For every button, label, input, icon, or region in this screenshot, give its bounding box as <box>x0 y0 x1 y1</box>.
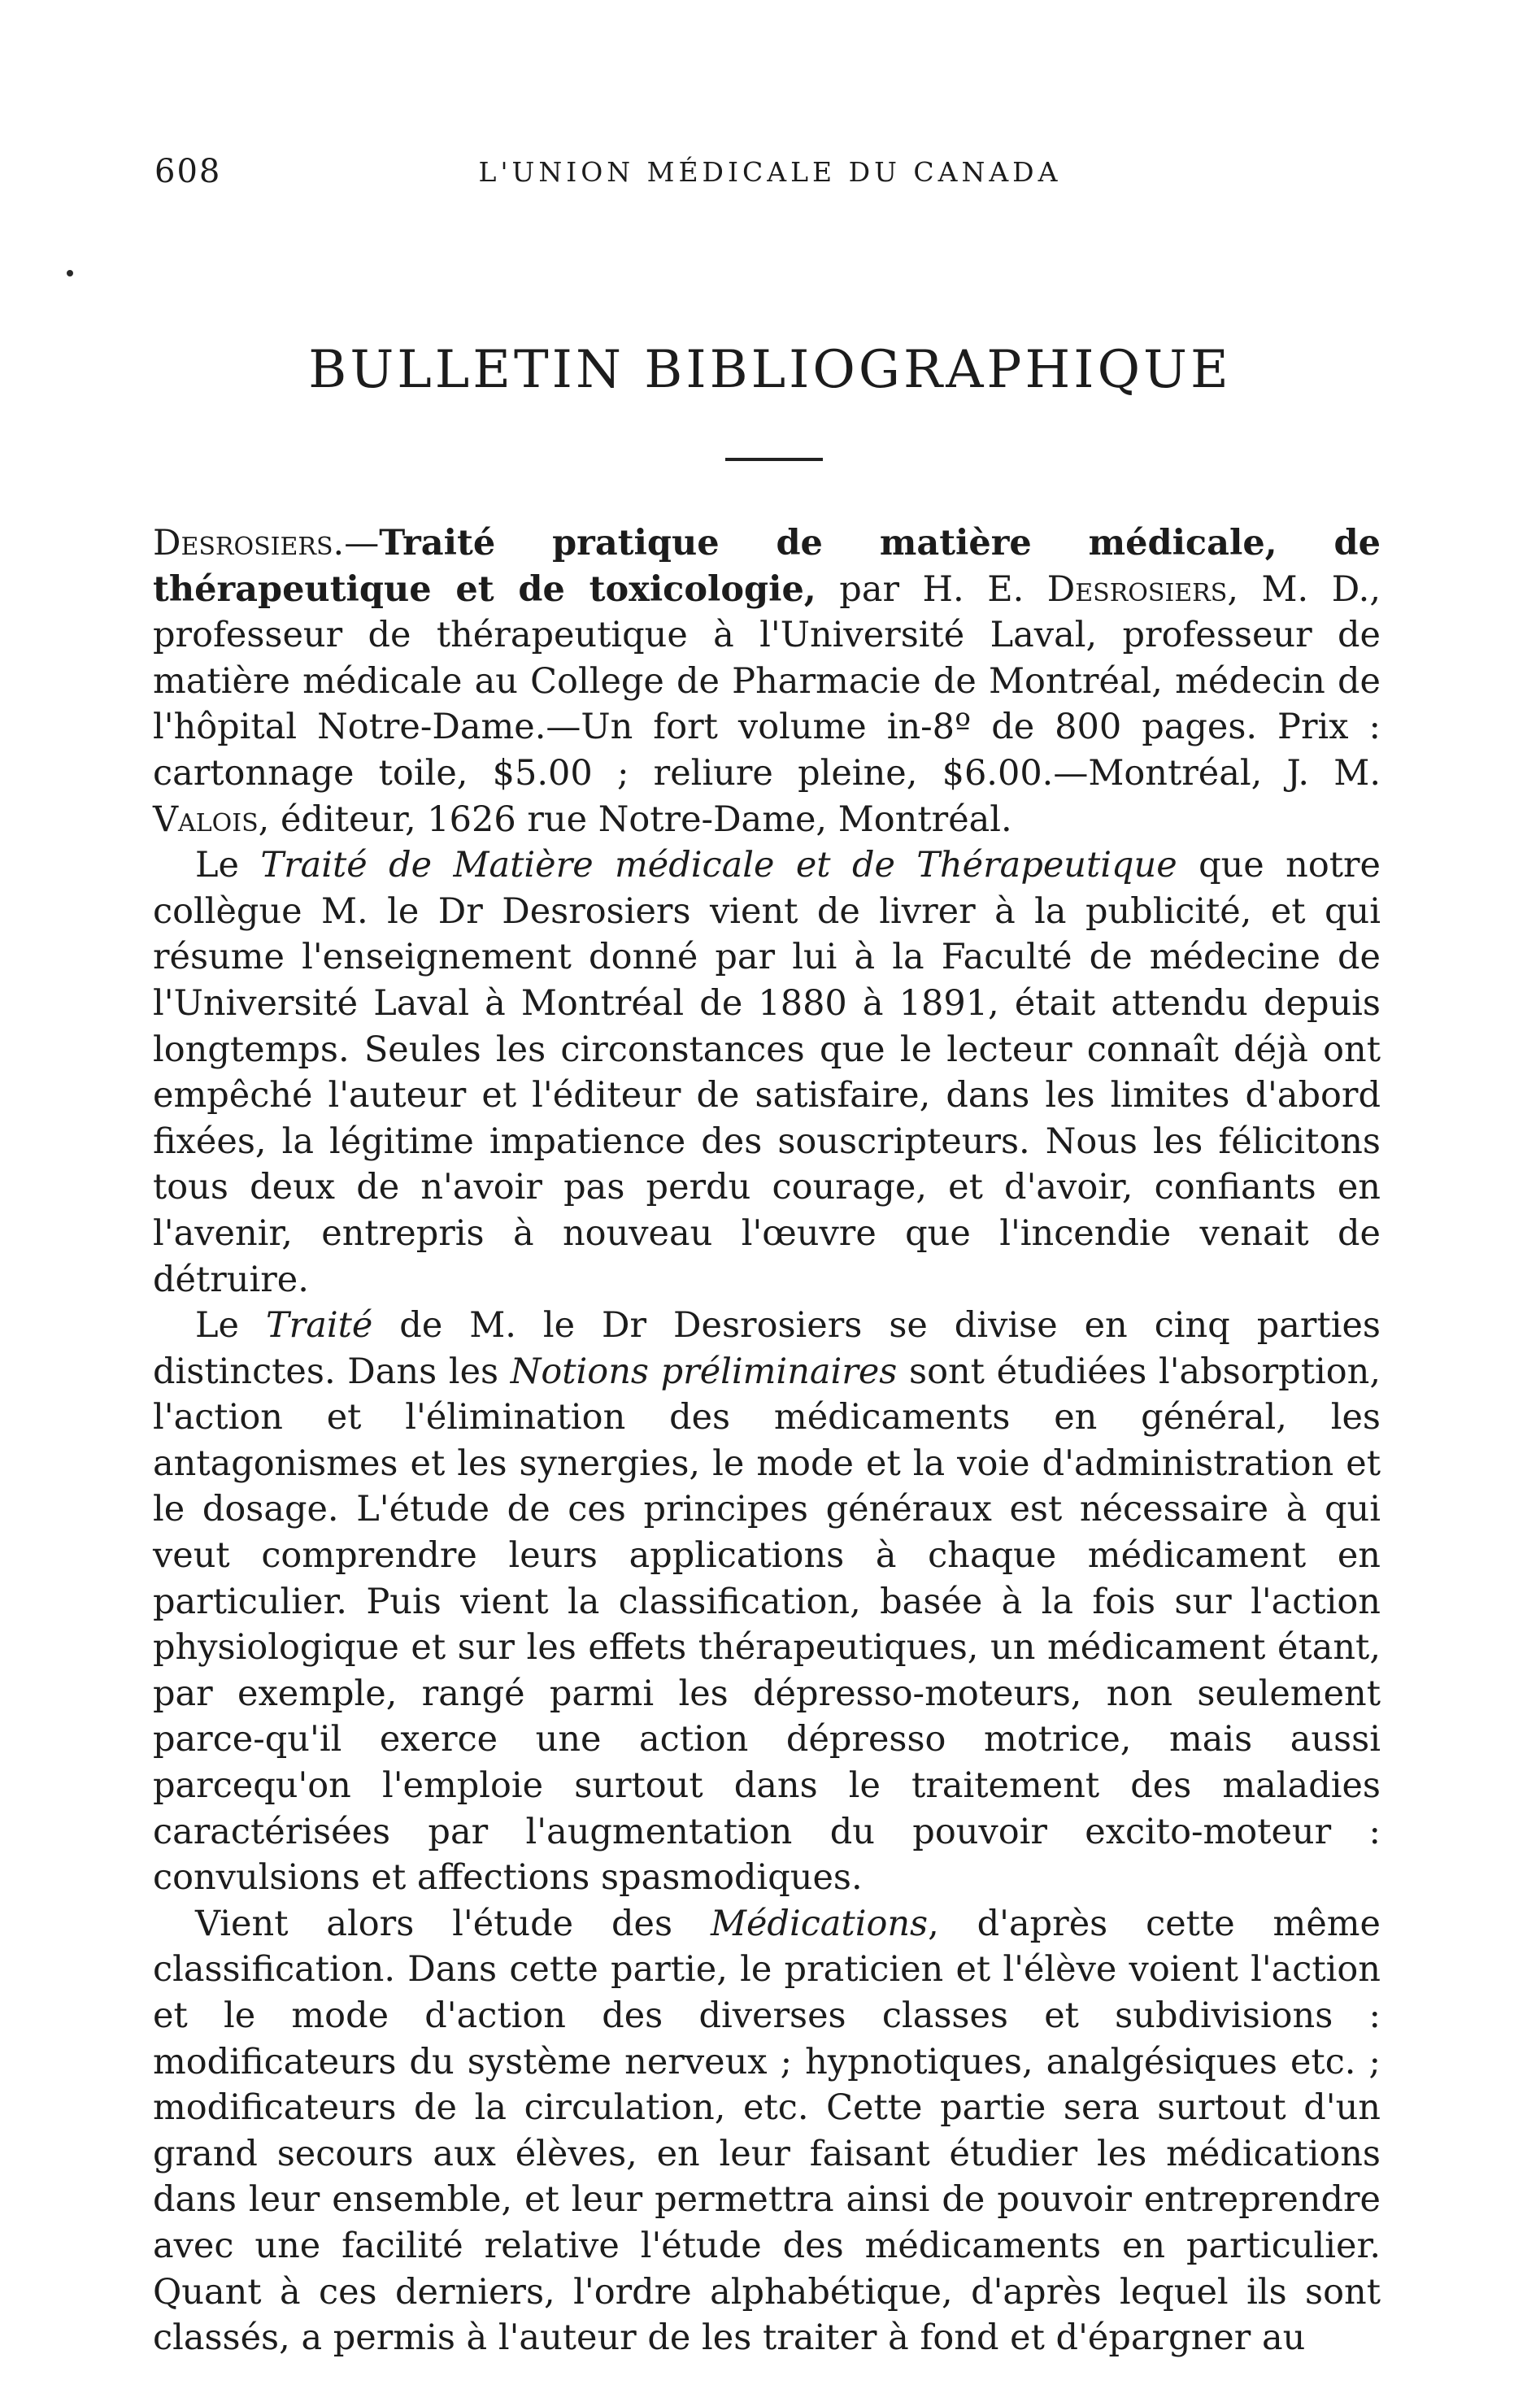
print-speck <box>67 270 73 276</box>
italic-medications: Médications <box>710 1903 929 1944</box>
paragraph-text: que notre collègue M. le Dr Desrosiers vient de livrer à la publicité, et qui résume l'enseignement donné par lui à la Faculté de médecine de l'Université Laval à Montréal de 1880 à 1891, était attendu depuis longtemps. Seules les circonstances que le lecteur connaît déjà ont empêché l'auteur et l'éditeur de satisfaire, dans les limites d'abord fixées, la légitime impatience des souscripteurs. Nous les félicitons tous deux de n'avoir pas perdu courage, et d'avoir, confiants en l'avenir, entrepris à nouveau l'œuvre que l'incendie venait de détruire. <box>153 845 1381 1300</box>
paragraph-medications <box>153 1901 1381 2361</box>
title-divider <box>725 458 823 461</box>
italic-notions: Notions préliminaires <box>510 1351 898 1392</box>
journal-title: L'UNION MÉDICALE DU CANADA <box>478 156 1062 188</box>
italic-traite: Traité <box>265 1305 373 1347</box>
paragraph-text: Vient alors l'étude des <box>195 1903 711 1944</box>
running-header <box>0 153 1540 198</box>
paragraph-introduction <box>153 842 1381 1303</box>
entry-dash: — <box>344 523 380 564</box>
article-body <box>153 520 1381 2361</box>
paragraph-structure <box>153 1303 1381 1901</box>
italic-book-title: Traité de Matière médicale et de Thérapeutique <box>260 845 1177 886</box>
entry-author-name: Desrosiers <box>1046 568 1228 610</box>
entry-author-lead: Desrosiers. <box>153 523 345 564</box>
publisher-name: Valois <box>153 799 259 840</box>
entry-details: , M. D., professeur de thérapeutique à l'Université Laval, professeur de matière médicale au College de Pharmacie de Montréal, médecin de l'hôpital Notre-Dame.—Un fort volume in-8º de 800 pages. Prix : cartonnage toile, $5.00 ; reliure pleine, $6.00.—Montréal, J. M. <box>153 568 1381 794</box>
entry-by: par H. E. <box>816 568 1047 610</box>
paragraph-text: , d'après cette même classification. Dans cette partie, le praticien et l'élève voient l'action et le mode d'action des diverses classes et subdivisions : modificateurs du système nerveux ; hypnotiques, analgésiques etc. ; modificateurs de la circulation, etc. Cette partie sera surtout d'un grand secours aux élèves, en leur faisant étudier les médications dans leur ensemble, et leur permettra ainsi de pouvoir entreprendre avec une facilité relative l'étude des médicaments en particulier. Quant à ces derniers, l'ordre alphabétique, d'après lequel ils sont classés, a permis à l'auteur de les traiter à fond et d'épargner au <box>153 1903 1381 2359</box>
page-number: 608 <box>154 153 222 190</box>
paragraph-text: sont étudiées l'absorption, l'action et l'élimination des médicaments en général, les antagonismes et les synergies, le mode et la voie d'administration et le dosage. L'étude de ces principes généraux est nécessaire à qui veut comprendre leurs applications à chaque médicament en particulier. Puis vient la classification, basée à la fois sur l'action physiologique et sur les effets thérapeutiques, un médicament étant, par exemple, rangé parmi les dépresso-moteurs, non seulement parce-qu'il exerce une action dépresso motrice, mais aussi parcequ'on l'emploie surtout dans le traitement des maladies caractérisées par l'augmentation du pouvoir excito-moteur : convulsions et affections spasmodiques. <box>153 1351 1381 1899</box>
paragraph-text: de M. le Dr Desrosiers se divise en cinq parties distinctes. Dans les <box>153 1305 1381 1392</box>
paragraph-text: Le <box>195 845 261 886</box>
paragraph-text: Le <box>195 1305 266 1347</box>
bibliographic-entry <box>153 520 1381 842</box>
section-title: BULLETIN BIBLIOGRAPHIQUE <box>308 340 1232 400</box>
book-title: Traité pratique de matière médicale, de thérapeutique et de toxicologie, <box>153 523 1381 610</box>
publisher-address: , éditeur, 1626 rue Notre-Dame, Montréal. <box>258 799 1012 840</box>
